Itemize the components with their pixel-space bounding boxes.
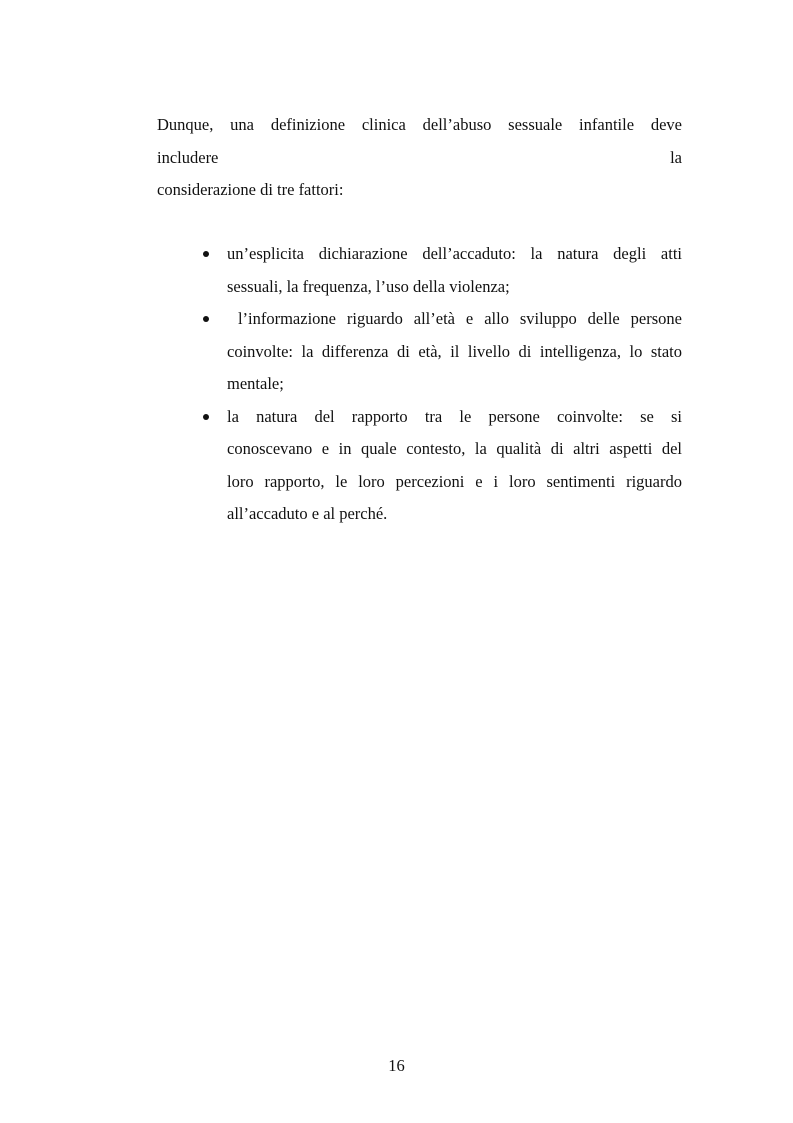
bullet-icon — [203, 414, 209, 420]
list-item — [157, 238, 682, 303]
bullet-icon — [203, 251, 209, 257]
bullet-icon — [203, 316, 209, 322]
intro-line-2-left-word: includere — [157, 147, 219, 167]
intro-line-1: Dunque, una definizione clinica dell’abuso sessuale infantile deve — [157, 115, 682, 134]
factor-1-line-2: sessuali, la frequenza, l’uso della violenza; — [227, 276, 510, 296]
factor-2-line-2: coinvolte: la differenza di età, il livello di intelligenza, lo stato — [227, 341, 682, 361]
page-number: 16 — [388, 1056, 405, 1075]
factor-1-line-1: un’esplicita dichiarazione dell’accaduto: la natura degli atti — [227, 244, 682, 263]
factors-list — [157, 238, 682, 531]
list-item — [157, 401, 682, 531]
factor-2-line-3: mentale; — [227, 374, 284, 393]
factor-3-line-2: conoscevano e in quale contesto, la qualità di altri aspetti del — [227, 439, 682, 458]
intro-line-2-right-word: la — [670, 147, 682, 167]
factor-3-line-4: all’accaduto e al perché. — [227, 504, 388, 523]
factor-2-line-1: l’informazione riguardo all’età e allo sviluppo delle persone — [227, 309, 682, 328]
intro-line-3: considerazione di tre fattori: — [157, 180, 344, 199]
intro-paragraph — [157, 109, 682, 207]
list-item — [157, 303, 682, 401]
factor-3-line-3: loro rapporto, le loro percezioni e i loro sentimenti riguardo — [227, 471, 682, 491]
factor-3-line-1: la natura del rapporto tra le persone coinvolte: se si — [227, 406, 682, 426]
intro-line-2 — [157, 142, 682, 175]
